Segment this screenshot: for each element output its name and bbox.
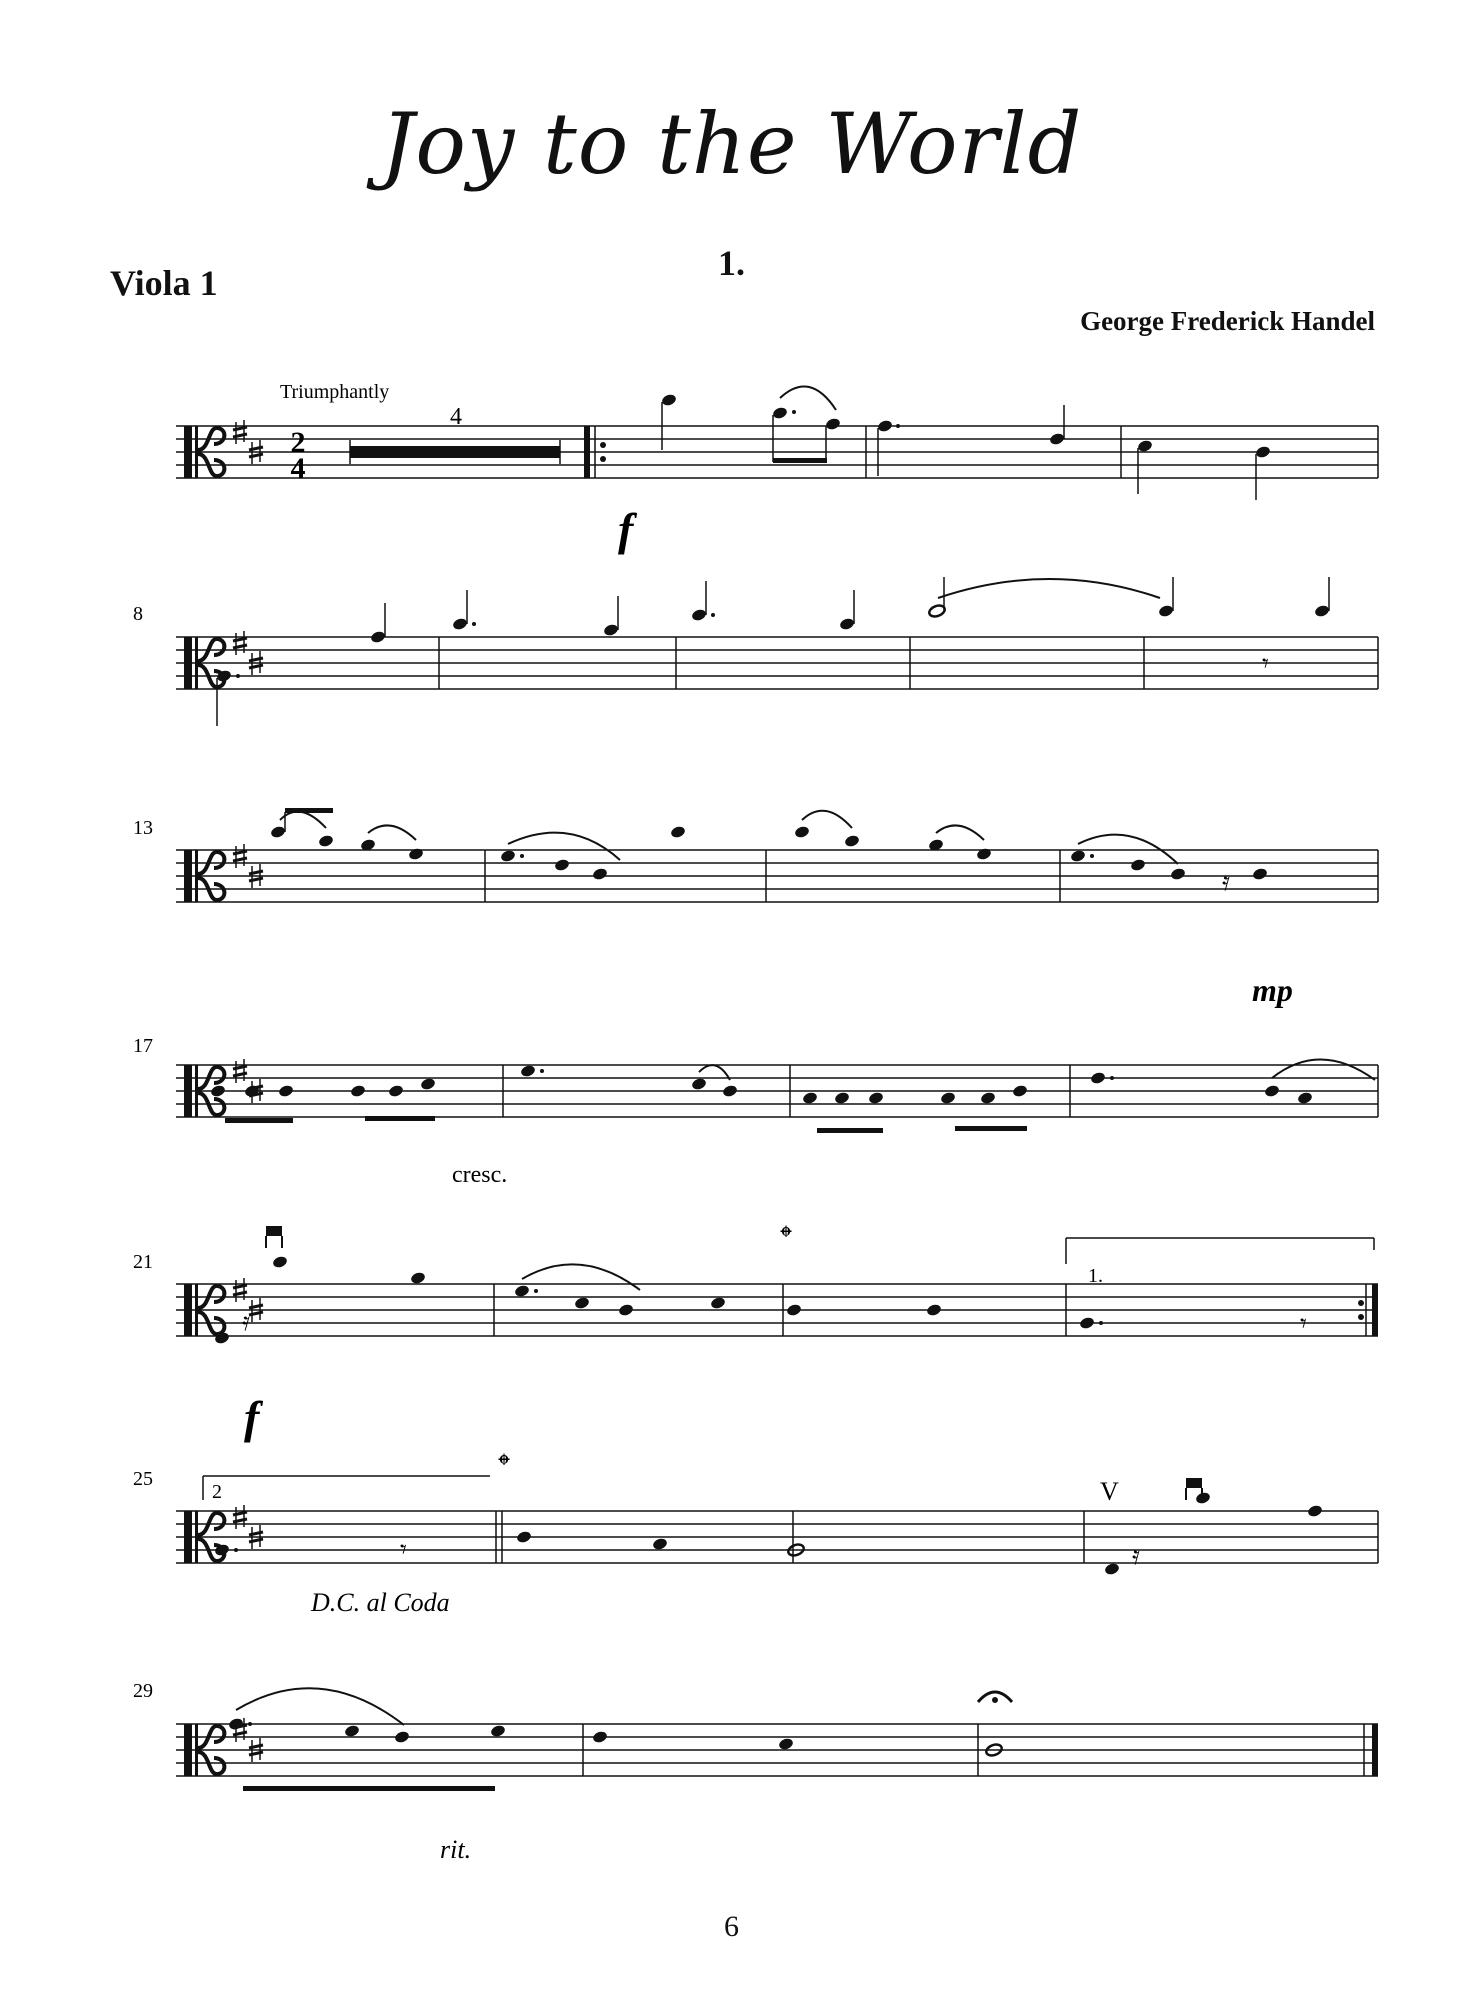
coda-sign-2: 𝄌 bbox=[498, 1447, 510, 1483]
measure-number-17: 17 bbox=[133, 1035, 153, 1057]
measure-number-13: 13 bbox=[133, 817, 153, 839]
measure-number-29: 29 bbox=[133, 1680, 153, 1702]
dynamic-forte-2: f bbox=[244, 1392, 260, 1443]
measure-number-25: 25 bbox=[133, 1468, 153, 1490]
sixteenth-rest: 𝄿 bbox=[1222, 867, 1230, 896]
dynamic-forte: f bbox=[618, 504, 634, 555]
piece-number: 1. bbox=[718, 243, 745, 283]
system-5 bbox=[133, 1219, 1378, 1443]
coda-sign: 𝄌 bbox=[780, 1219, 792, 1255]
sixteenth-rest-21: 𝄿 bbox=[242, 1307, 250, 1336]
instrument-part: Viola 1 bbox=[110, 263, 218, 303]
system-2 bbox=[133, 577, 1378, 726]
dynamic-mezzo-piano: mp bbox=[1252, 972, 1293, 1008]
composer-name: George Frederick Handel bbox=[1080, 306, 1375, 336]
eighth-rest-24: 𝄾 bbox=[1300, 1309, 1307, 1338]
tempo-marking: Triumphantly bbox=[280, 381, 390, 403]
system-7 bbox=[133, 1680, 1378, 1864]
sixteenth-rest-28: 𝄿 bbox=[1132, 1541, 1140, 1570]
rit-marking: rit. bbox=[440, 1835, 472, 1864]
multirest-count: 4 bbox=[450, 404, 462, 430]
second-ending-label: 2 bbox=[212, 1481, 222, 1503]
dc-al-coda: D.C. al Coda bbox=[311, 1588, 450, 1617]
measure-number-21: 21 bbox=[133, 1251, 153, 1273]
eighth-rest-25: 𝄾 bbox=[400, 1535, 407, 1564]
time-signature-top: 2 bbox=[290, 426, 306, 459]
time-signature-bottom: 4 bbox=[290, 452, 306, 485]
cresc-marking: cresc. bbox=[452, 1162, 508, 1188]
measure-number-8: 8 bbox=[133, 603, 143, 625]
system-4 bbox=[133, 1035, 1378, 1188]
system-1 bbox=[176, 381, 1378, 555]
first-ending-label: 1. bbox=[1088, 1265, 1103, 1287]
piece-title: Joy to the World bbox=[380, 95, 1083, 193]
up-bow-mark: V bbox=[1100, 1477, 1119, 1506]
system-6 bbox=[133, 1447, 1378, 1617]
system-3 bbox=[133, 808, 1378, 1008]
eighth-rest: 𝄾 bbox=[1262, 649, 1269, 678]
page-number: 6 bbox=[724, 1910, 739, 1943]
